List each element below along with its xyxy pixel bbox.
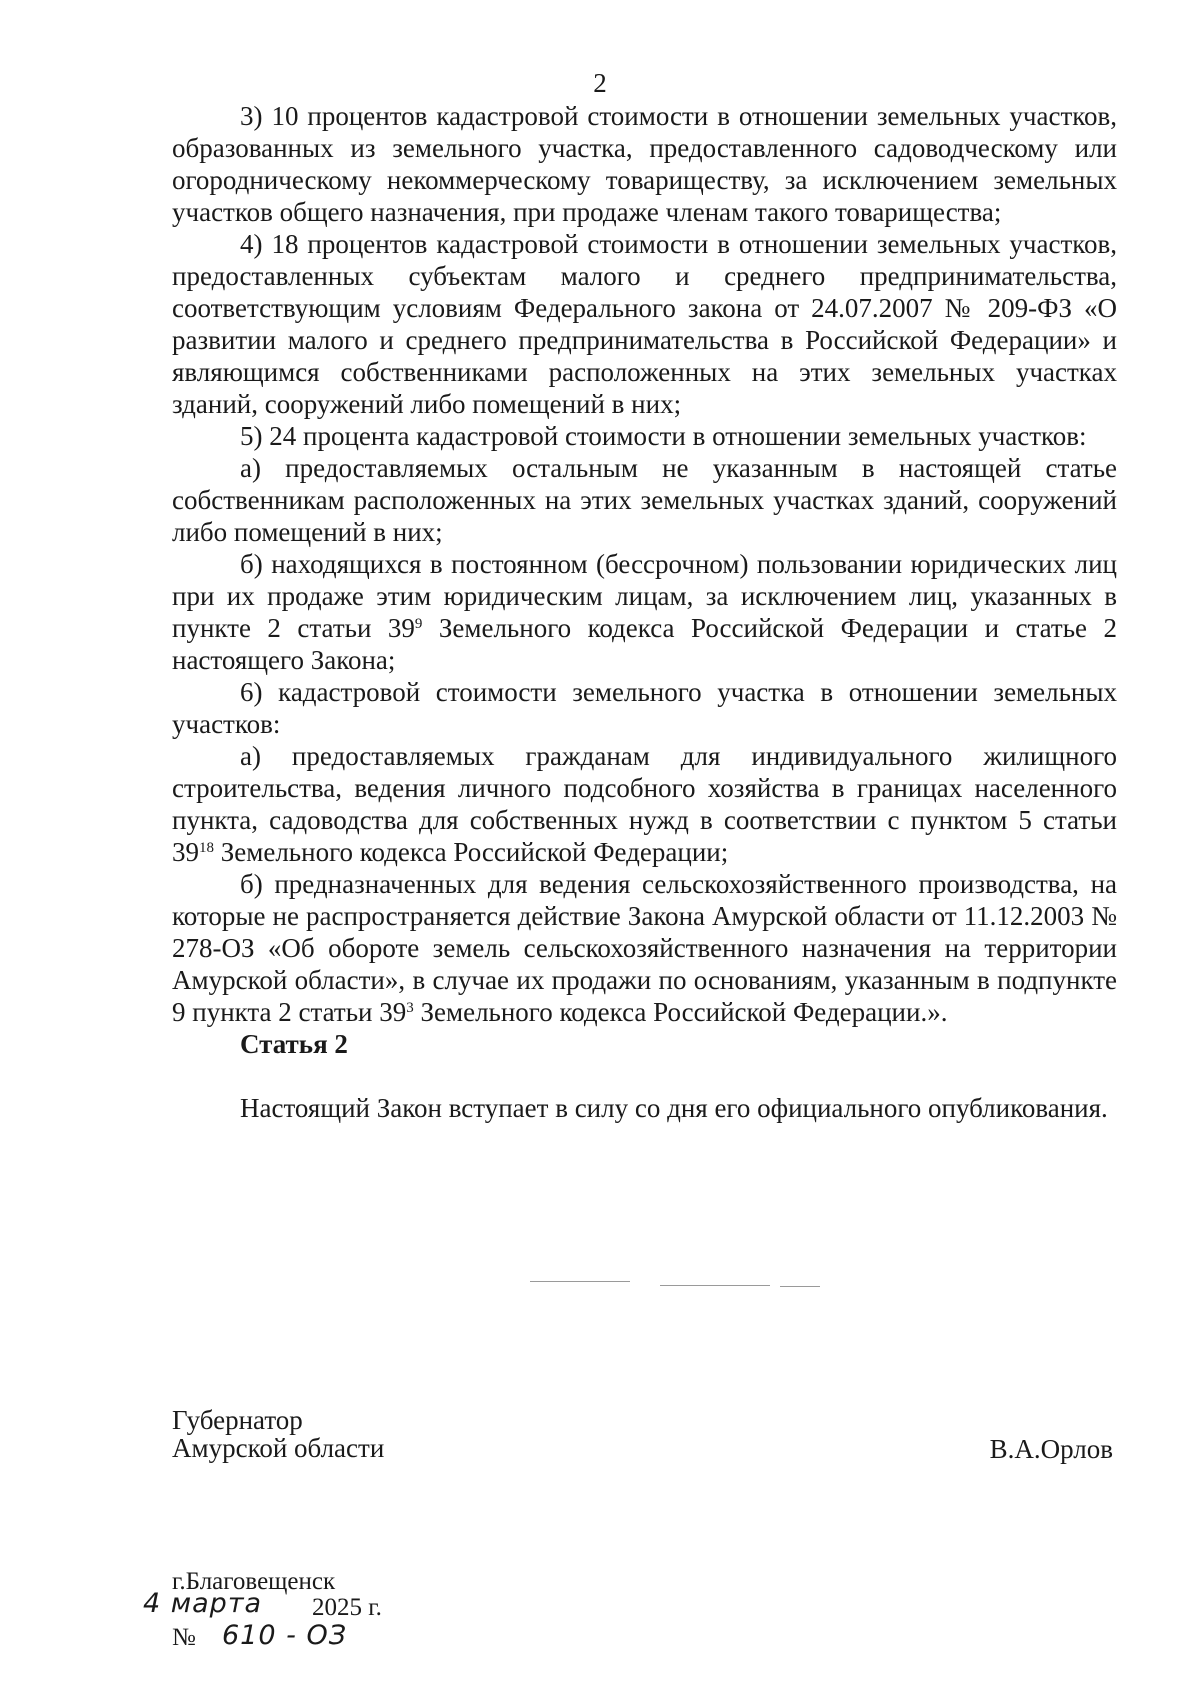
superscript: 3 (406, 1000, 414, 1016)
law-text (172, 100, 1117, 1124)
scan-artifact-line (530, 1281, 630, 1282)
paragraph-8: б) предназначенных для ведения сельскохозяйственного производства, на которые не распространяется действие Закона Амурской области от 11.12.2003 № 278-ОЗ «Об обороте земель сельскохозяйственного назначения на территории Амурской области», в случае их продажи по основаниям, указанным в подпункте 9 пункта 2 статьи $39^3$ Земельного кодекса Российской Федерации.». (172, 869, 1117, 1027)
paragraph-3: 5) 24 процента кадастровой стоимости в отношении земельных участков: (240, 421, 1087, 451)
year: 2025 г. (312, 1594, 382, 1621)
article-2-text: Настоящий Закон вступает в силу со дня его официального опубликования. (240, 1093, 1108, 1123)
superscript: 18 (199, 840, 214, 856)
paragraph-7: а) предоставляемых гражданам для индивидуального жилищного строительства, ведения личного подсобного хозяйства в границах населенного пункта, садоводства для собственных нужд в соответствии с пунктом 5 статьи $39^{18}$ Земельного кодекса Российской Федерации; (172, 741, 1117, 867)
superscript: 9 (414, 616, 423, 632)
paragraph-5: б) находящихся в постоянном (бессрочном) пользовании юридических лиц при их продаже этим юридическим лицам, за исключением лиц, указанных в пункте 2 статьи $39^9$ Земельного кодекса Российской Федерации и статье 2 настоящего Закона; (172, 549, 1118, 675)
number-sign: № (172, 1624, 196, 1651)
paragraph-6: 6) кадастровой стоимости земельного участка в отношении земельных участков: (172, 677, 1117, 739)
place-of-signing: г.Благовещенск (172, 1568, 336, 1595)
scan-artifact-line (660, 1285, 770, 1286)
signature-title: Губернатор Амурской области (172, 1405, 385, 1463)
signatory-name: В.А.Орлов (989, 1434, 1113, 1464)
paragraph-1: 3) 10 процентов кадастровой стоимости в отношении земельных участков, образованных из земельного участка, предоставленного садоводческому или огородническому некоммерческому товариществу, за исключением земельных участков общего назначения, при продаже членам такого товарищества; (172, 101, 1117, 227)
handwritten-law-number: 610 - ОЗ (222, 1620, 348, 1651)
handwritten-date: 4 марта (143, 1588, 263, 1619)
paragraph-4: а) предоставляемых остальным не указанным в настоящей статье собственникам расположенных на этих земельных участках зданий, сооружений либо помещений в них; (172, 453, 1117, 547)
scan-artifact-line (780, 1286, 820, 1287)
page-number: 2 (593, 68, 607, 98)
paragraph-2: 4) 18 процентов кадастровой стоимости в отношении земельных участков, предоставленных субъектам малого и среднего предпринимательства, соответствующим условиям Федерального закона от 24.07.2007 № 209-ФЗ «О развитии малого и среднего предпринимательства в Российской Федерации» и являющимся собственниками расположенных на этих земельных участках зданий, сооружений либо помещений в них; (172, 229, 1117, 419)
article-heading: Статья 2 (240, 1029, 348, 1059)
